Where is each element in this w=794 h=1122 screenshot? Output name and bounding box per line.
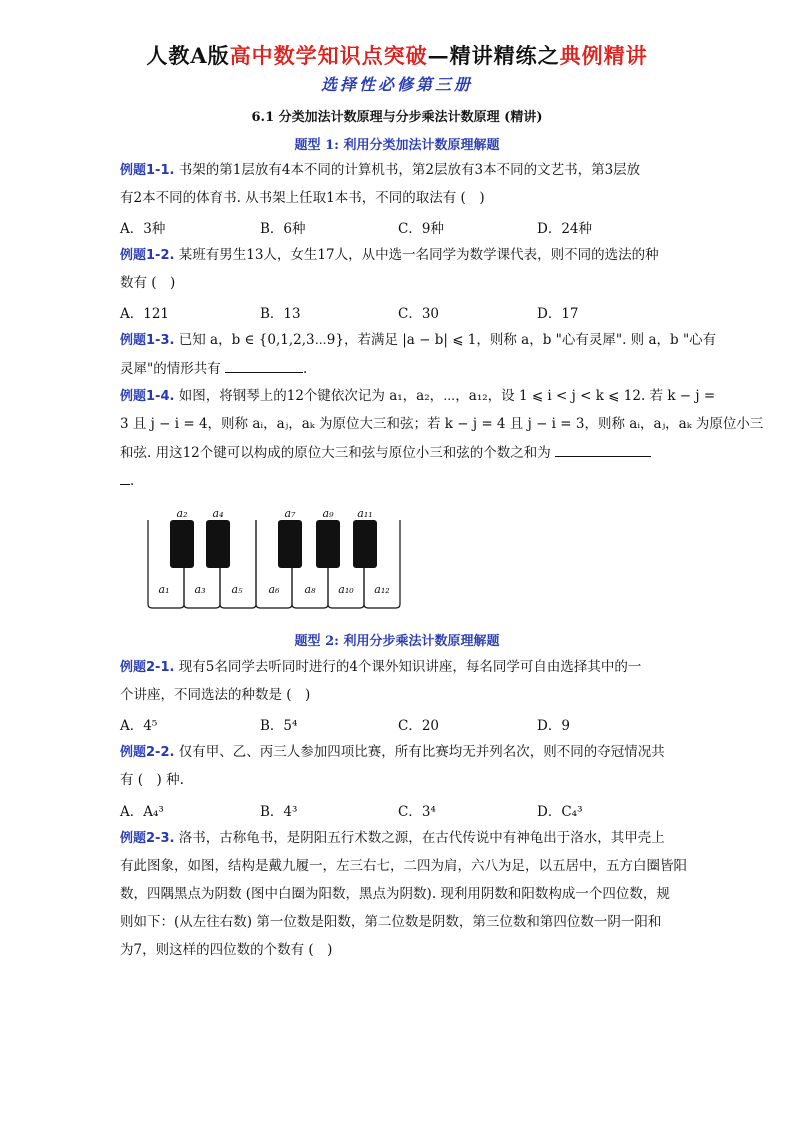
option-c: C．9种 xyxy=(398,221,444,237)
header-part4: 典例精讲 xyxy=(559,43,648,68)
black-keys xyxy=(170,520,377,568)
header-part3: —精讲精练之 xyxy=(427,43,560,68)
option-a: A．121 xyxy=(120,306,170,322)
white-key-label: a₃ xyxy=(194,583,206,596)
example-1-4-line4 xyxy=(120,470,680,491)
header-subtitle: 选择性必修第三册 xyxy=(320,75,473,94)
header-part2: 高中数学知识点突破 xyxy=(229,43,428,68)
example-2-3-label: 例题2-3. xyxy=(120,831,175,846)
example-2-2-text1: 仅有甲、乙、丙三人参加四项比赛，所有比赛均无并列名次，则不同的夺冠情况共 xyxy=(178,744,665,760)
example-2-2-line2: 有 ( ) 种. xyxy=(120,772,184,788)
example-2-1-line1 xyxy=(120,657,680,678)
example-1-2-text1: 某班有男生13人，女生17人，从中选一名同学为数学课代表，则不同的选法的种 xyxy=(178,247,659,263)
example-2-2-label: 例题2-2. xyxy=(120,745,175,760)
example-2-3-line2: 有此图象，如图，结构是戴九履一，左三右七，二四为肩，六八为足，以五居中，五方白圈皆阳 xyxy=(120,858,687,874)
example-1-3-text1: 已知 a，b ∈ {0,1,2,3⋯9}，若满足 |a − b| ⩽ 1，则称 a，b "心有灵犀". 则 a，b "心有 xyxy=(178,332,717,348)
example-1-2-line2: 数有 ( ) xyxy=(120,275,176,291)
section-title: 6.1 分类加法计数原理与分步乘法计数原理 (精讲) xyxy=(251,110,543,125)
example-2-3-line4: 则如下：(从左往右数) 第一位数是阳数，第二位数是阴数，第三位数和第四位数一阴一阳和 xyxy=(120,914,662,930)
example-1-4-line2: 3 且 j − i = 4，则称 aᵢ，aⱼ，aₖ 为原位大三和弦；若 k − j = 4 且 j − i = 3，则称 aᵢ，aⱼ，aₖ 为原位小三 xyxy=(120,416,764,432)
white-key-label: a₁₂ xyxy=(374,583,390,596)
example-2-3-line1 xyxy=(120,828,680,849)
example-1-3-line1 xyxy=(120,330,717,351)
black-key xyxy=(278,520,302,568)
black-key-label: a₁₁ xyxy=(357,507,373,520)
example-1-1-label: 例题1-1. xyxy=(120,163,175,178)
example-2-1-label: 例题2-1. xyxy=(120,660,175,675)
example-2-3-text1: 洛书，古称龟书，是阴阳五行术数之源，在古代传说中有神龟出于洛水，其甲壳上 xyxy=(178,830,665,846)
example-1-4-tail: . xyxy=(130,473,135,489)
option-b: B．13 xyxy=(260,306,301,322)
option-d: D．C₄³ xyxy=(537,804,583,820)
example-1-4-line3 xyxy=(120,442,680,463)
option-d: D．24种 xyxy=(537,221,593,237)
black-key xyxy=(353,520,377,568)
example-1-3-text2: 灵犀"的情形共有 xyxy=(120,361,221,377)
example-1-4-text3: 和弦. 用这12个键可以构成的原位大三和弦与原位小三和弦的个数之和为 xyxy=(120,445,551,461)
topic-2-title: 题型 2: 利用分步乘法计数原理解题 xyxy=(294,634,500,649)
option-c: C．20 xyxy=(398,718,440,734)
option-a: A．A₄³ xyxy=(120,804,164,820)
option-b: B．6种 xyxy=(260,221,306,237)
example-1-4-label: 例题1-4. xyxy=(120,389,175,404)
black-key-label: a₇ xyxy=(284,507,296,520)
option-d: D．9 xyxy=(537,718,570,734)
example-2-1-text1: 现有5名同学去听同时进行的4个课外知识讲座，每名同学可自由选择其中的一 xyxy=(178,659,642,675)
option-d: D．17 xyxy=(537,306,579,322)
example-1-2-label: 例题1-2. xyxy=(120,248,175,263)
example-2-3-line3: 数，四隅黑点为阴数 (图中白圈为阳数，黑点为阴数). 现利用阴数和阳数构成一个四位数，规 xyxy=(120,886,670,902)
example-2-2-line1 xyxy=(120,742,680,763)
option-b: B．4³ xyxy=(260,804,298,820)
example-1-2-line1 xyxy=(120,245,680,266)
example-1-4-text1: 如图，将钢琴上的12个键依次记为 a₁，a₂，⋯，a₁₂，设 1 ⩽ i < j < k ⩽ 12. 若 k − j = xyxy=(178,388,716,404)
answer-blank[interactable] xyxy=(225,358,303,373)
option-b: B．5⁴ xyxy=(260,718,298,734)
document-header xyxy=(0,40,794,70)
black-key-label: a₂ xyxy=(176,507,188,520)
white-key-label: a₁₀ xyxy=(338,583,354,596)
header-part1: 人教A版 xyxy=(146,43,230,68)
black-key xyxy=(316,520,340,568)
example-1-1-text1: 书架的第1层放有4本不同的计算机书，第2层放有3本不同的文艺书，第3层放 xyxy=(178,162,641,178)
example-2-3-line5: 为7，则这样的四位数的个数有 ( ) xyxy=(120,942,333,958)
piano-keyboard-figure xyxy=(140,500,410,612)
option-c: C．30 xyxy=(398,306,440,322)
option-c: C．3⁴ xyxy=(398,804,436,820)
answer-blank-continued xyxy=(120,470,130,485)
black-key-label: a₄ xyxy=(212,507,224,520)
option-a: A．3种 xyxy=(120,221,166,237)
black-key xyxy=(206,520,230,568)
white-key-label: a₅ xyxy=(231,583,243,596)
white-key-label: a₆ xyxy=(268,583,280,596)
answer-blank[interactable] xyxy=(555,442,651,457)
example-1-3-line2: 灵犀"的情形共有 . xyxy=(120,358,680,379)
black-key xyxy=(170,520,194,568)
example-1-1-line2: 有2本不同的体育书. 从书架上任取1本书，不同的取法有 ( ) xyxy=(120,190,485,206)
black-key-label: a₉ xyxy=(322,507,334,520)
example-2-1-line2: 个讲座，不同选法的种数是 ( ) xyxy=(120,687,311,703)
topic-1-title: 题型 1: 利用分类加法计数原理解题 xyxy=(294,138,500,153)
example-1-3-label: 例题1-3. xyxy=(120,333,175,348)
white-key-label: a₁ xyxy=(158,583,170,596)
example-1-1-line1 xyxy=(120,160,680,181)
option-a: A．4⁵ xyxy=(120,718,158,734)
example-1-4-line1 xyxy=(120,386,716,407)
white-key-label: a₈ xyxy=(304,583,316,596)
